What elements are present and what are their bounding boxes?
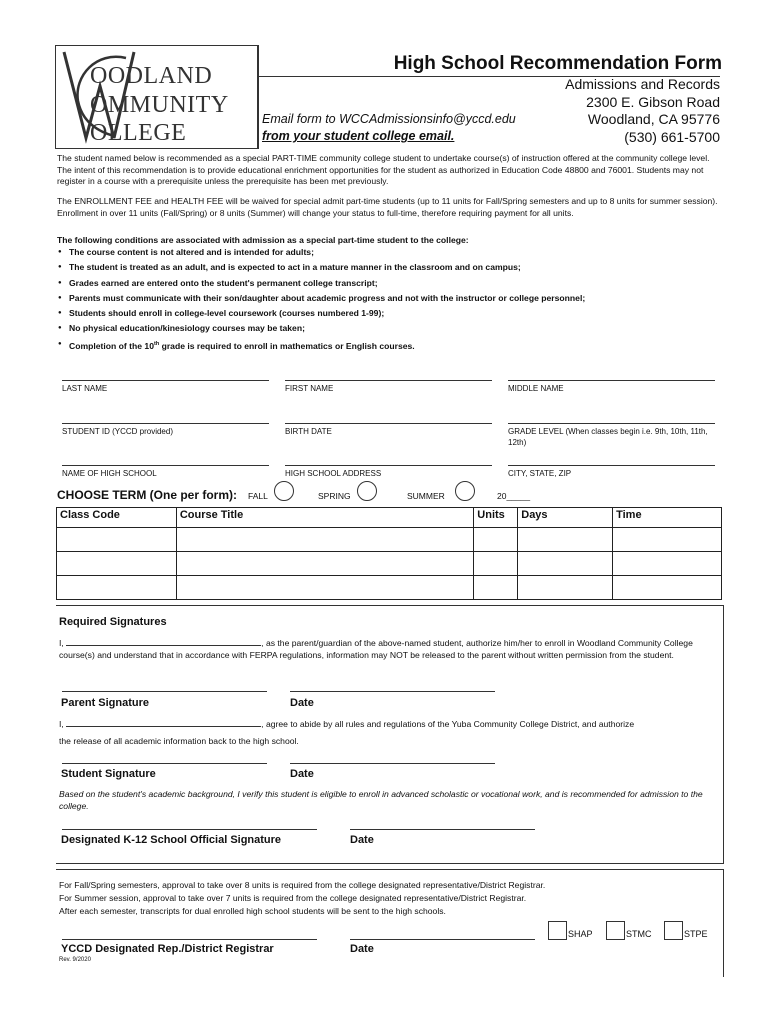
list-item bbox=[57, 339, 722, 354]
high-school-label: NAME OF HIGH SCHOOL bbox=[62, 469, 157, 478]
official-verification-note: Based on the student's academic background, I verify this student is eligible to enroll in advanced scholastic or vocational work, and is recommended for admission to the college. bbox=[59, 789, 703, 811]
table-cell[interactable] bbox=[176, 528, 473, 552]
logo-word-community: OMMUNITY bbox=[90, 92, 229, 118]
student-date-label: Date bbox=[290, 768, 314, 780]
column-header: Course Title bbox=[176, 508, 473, 528]
parent-signature-line[interactable] bbox=[62, 691, 267, 692]
bullet-text: grade is required to enroll in mathematics or English courses. bbox=[159, 340, 415, 351]
high-school-field[interactable] bbox=[62, 465, 269, 480]
parent-signature-label: Parent Signature bbox=[61, 697, 150, 709]
registrar-instruction-line: After each semester, transcripts for dual enrolled high school students will be sent to the high schools. bbox=[59, 906, 446, 916]
city-state-zip-field[interactable] bbox=[508, 465, 715, 480]
email-instruction-2: from your student college email. bbox=[262, 129, 455, 143]
first-name-field[interactable] bbox=[285, 380, 492, 395]
table-cell[interactable] bbox=[57, 528, 177, 552]
table-cell[interactable] bbox=[474, 576, 518, 600]
registrar-signature-label: YCCD Designated Rep./District Registrar bbox=[61, 943, 274, 955]
parent-name-input[interactable] bbox=[66, 637, 261, 646]
conditions-list bbox=[57, 247, 722, 354]
list-item: ● Students should enroll in college-level coursework (courses numbered 1-99); bbox=[57, 308, 722, 323]
term-spring-radio[interactable] bbox=[357, 481, 377, 501]
student-agreement-text bbox=[59, 718, 709, 731]
official-signature-label: Designated K-12 School Official Signature bbox=[61, 834, 282, 846]
table-header-row bbox=[57, 508, 722, 528]
choose-term-label: CHOOSE TERM (One per form): bbox=[57, 488, 238, 502]
grade-level-label: GRADE LEVEL (When classes begin i.e. 9th, 10th, 11th, 12th) bbox=[508, 427, 708, 447]
stpe-label: STPE bbox=[684, 929, 708, 939]
hs-address-field[interactable] bbox=[285, 465, 492, 480]
birth-date-field[interactable] bbox=[285, 423, 492, 438]
phone-number: (530) 661-5700 bbox=[624, 129, 720, 145]
city-state-zip-label: CITY, STATE, ZIP bbox=[508, 469, 572, 478]
table-cell[interactable] bbox=[613, 552, 722, 576]
course-table bbox=[56, 507, 722, 600]
term-summer-radio[interactable] bbox=[455, 481, 475, 501]
table-cell[interactable] bbox=[57, 552, 177, 576]
grade-level-field[interactable] bbox=[508, 423, 715, 448]
table-cell[interactable] bbox=[613, 528, 722, 552]
table-row bbox=[57, 552, 722, 576]
last-name-field[interactable] bbox=[62, 380, 269, 395]
intro-paragraph: The student named below is recommended as a special PART-TIME community college student to undertake course(s) of instruction offered at the community college level. The intent of this recommendation is to provide educational enrichment opportunities for the student as authorized in Education Code 48800 and 76001. Students may not register in a course with a prerequisite unless the prerequisite has been met previously. bbox=[57, 153, 710, 186]
list-item: ● The course content is not altered and is intended for adults; bbox=[57, 247, 722, 262]
registrar-instructions bbox=[59, 879, 545, 918]
term-fall-label: FALL bbox=[248, 491, 268, 501]
college-logo bbox=[55, 45, 258, 149]
revision-date: Rev. 9/2020 bbox=[59, 957, 91, 963]
list-item: ● The student is treated as an adult, and is expected to act in a mature manner in the classroom and on campus; bbox=[57, 262, 722, 277]
column-header: Class Code bbox=[57, 508, 177, 528]
list-item: ● No physical education/kinesiology courses may be taken; bbox=[57, 323, 722, 338]
last-name-label: LAST NAME bbox=[62, 384, 108, 393]
table-cell[interactable] bbox=[474, 528, 518, 552]
first-name-label: FIRST NAME bbox=[285, 384, 334, 393]
official-date-label: Date bbox=[350, 834, 374, 846]
student-signature-label: Student Signature bbox=[61, 768, 156, 780]
fee-paragraph: The ENROLLMENT FEE and HEALTH FEE will be waived for special admit part-time students (up to 11 units for Fall/Spring semesters and up to 8 units for summer session). Enrollment in over 11 units (Fall/Spring) or 8 units (Summer) will change your status to full-time, therefore requiring payment for all units. bbox=[57, 196, 718, 218]
list-item: ● Grades earned are entered onto the student's permanent college transcript; bbox=[57, 278, 722, 293]
table-cell[interactable] bbox=[518, 576, 613, 600]
parent-statement: , as the parent/guardian of the above-named student, authorize him/her to enroll in Woodland Community College course(s) and understand that in accordance with FERPA regulations, information may NOT be released to the parent without written permission from the student. bbox=[59, 638, 693, 660]
registrar-date-label: Date bbox=[350, 943, 374, 955]
official-date-line[interactable] bbox=[350, 829, 535, 830]
parent-date-label: Date bbox=[290, 697, 314, 709]
student-date-line[interactable] bbox=[290, 763, 495, 764]
table-cell[interactable] bbox=[57, 576, 177, 600]
student-name-input[interactable] bbox=[66, 718, 261, 727]
birth-date-label: BIRTH DATE bbox=[285, 427, 332, 436]
student-id-field[interactable] bbox=[62, 423, 269, 438]
stpe-checkbox[interactable] bbox=[664, 921, 683, 940]
table-row bbox=[57, 528, 722, 552]
form-title: High School Recommendation Form bbox=[393, 53, 722, 74]
parent-date-line[interactable] bbox=[290, 691, 495, 692]
table-cell[interactable] bbox=[613, 576, 722, 600]
middle-name-field[interactable] bbox=[508, 380, 715, 395]
table-cell[interactable] bbox=[518, 528, 613, 552]
column-header: Time bbox=[613, 508, 722, 528]
column-header: Days bbox=[518, 508, 613, 528]
logo-word-college: OLLEGE bbox=[90, 120, 187, 146]
official-signature-line[interactable] bbox=[62, 829, 317, 830]
shap-checkbox[interactable] bbox=[548, 921, 567, 940]
parent-prefix: I, bbox=[59, 638, 64, 648]
header-divider bbox=[258, 45, 259, 149]
student-signature-line[interactable] bbox=[62, 763, 267, 764]
term-year-field[interactable]: 20_____ bbox=[497, 491, 531, 501]
bullet-text: Completion of the 10 bbox=[69, 340, 154, 351]
conditions-heading: The following conditions are associated with admission as a special part-time student to the college: bbox=[57, 235, 469, 245]
term-spring-label: SPRING bbox=[318, 491, 351, 501]
street-address: 2300 E. Gibson Road bbox=[586, 94, 720, 110]
registrar-date-line[interactable] bbox=[350, 939, 535, 940]
table-cell[interactable] bbox=[176, 576, 473, 600]
registrar-instruction-line: For Fall/Spring semesters, approval to take over 8 units is required from the college designated representative/District Registrar. bbox=[59, 880, 546, 890]
table-cell[interactable] bbox=[518, 552, 613, 576]
student-agreement-text-2: the release of all academic information back to the high school. bbox=[59, 736, 299, 746]
superscript: th bbox=[154, 340, 160, 347]
term-summer-label: SUMMER bbox=[407, 491, 445, 501]
table-cell[interactable] bbox=[176, 552, 473, 576]
column-header: Units bbox=[474, 508, 518, 528]
student-prefix: I, bbox=[59, 719, 64, 729]
stmc-label: STMC bbox=[626, 929, 652, 939]
middle-name-label: MIDDLE NAME bbox=[508, 384, 564, 393]
signatures-title: Required Signatures bbox=[59, 616, 167, 628]
parent-authorization-text bbox=[59, 637, 709, 661]
list-item: ● Parents must communicate with their son/daughter about academic progress and not with the instructor or college personnel; bbox=[57, 293, 722, 308]
table-cell[interactable] bbox=[474, 552, 518, 576]
student-id-label: STUDENT ID (YCCD provided) bbox=[62, 427, 173, 436]
office-name: Admissions and Records bbox=[565, 76, 720, 92]
term-fall-radio[interactable] bbox=[274, 481, 294, 501]
email-instruction: Email form to WCCAdmissionsinfo@yccd.edu bbox=[262, 112, 516, 126]
city-address: Woodland, CA 95776 bbox=[587, 111, 720, 127]
logo-word-woodland: OODLAND bbox=[90, 63, 213, 89]
hs-address-label: HIGH SCHOOL ADDRESS bbox=[285, 469, 382, 478]
table-row bbox=[57, 576, 722, 600]
registrar-signature-line[interactable] bbox=[62, 939, 317, 940]
student-statement: , agree to abide by all rules and regulations of the Yuba Community College District, and authorize bbox=[261, 719, 635, 729]
stmc-checkbox[interactable] bbox=[606, 921, 625, 940]
registrar-instruction-line: For Summer session, approval to take over 7 units is required from the college designated representative/District Registrar. bbox=[59, 893, 527, 903]
shap-label: SHAP bbox=[568, 929, 593, 939]
